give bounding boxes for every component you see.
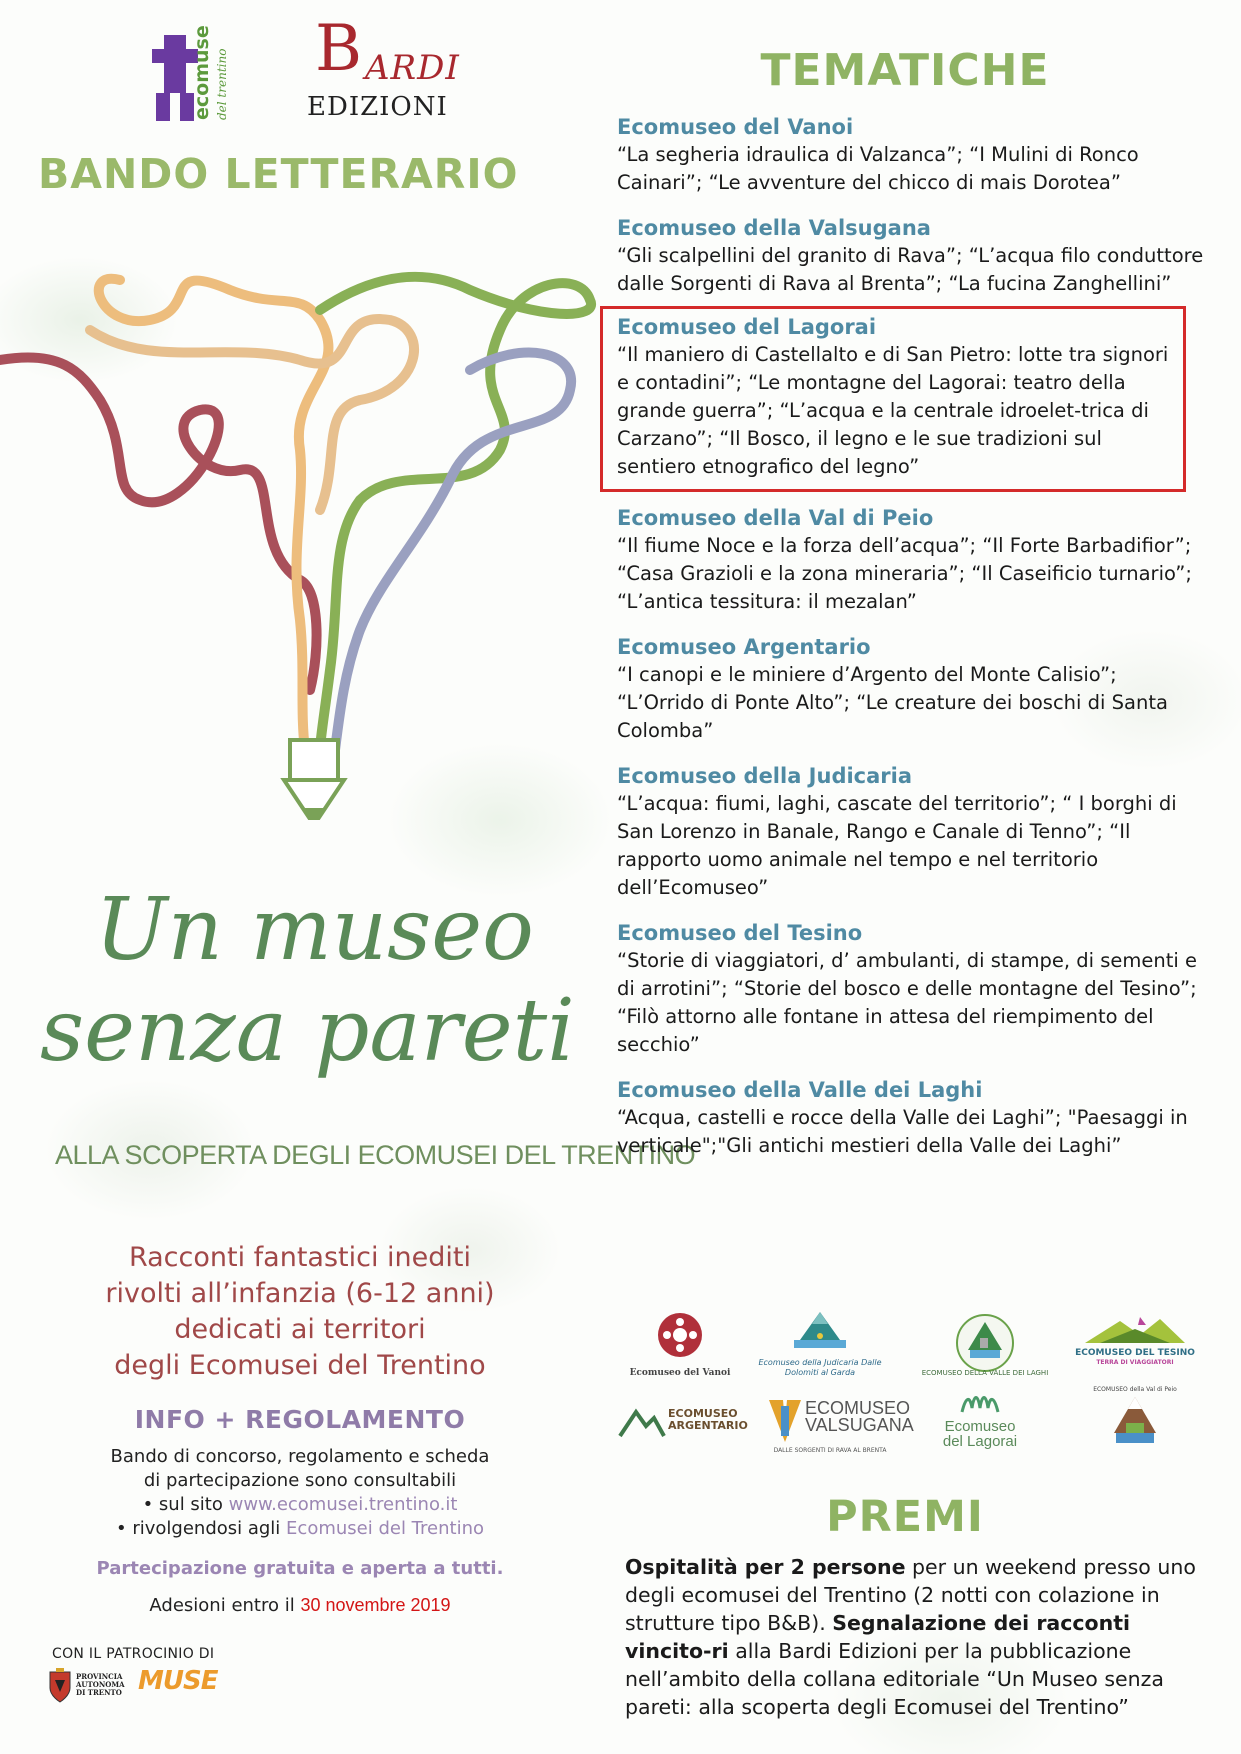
bando-title: BANDO LETTERARIO	[38, 150, 519, 198]
racconti-line3: dedicati ai territori	[174, 1314, 426, 1345]
partner-logos	[615, 1310, 1205, 1480]
entry-text: “La segheria idraulica di Valzanca”; “I Mulini di Ronco Cainari”; “Le avventure del chicco di mais Dorotea”	[617, 143, 1139, 194]
entry-text: “Acqua, castelli e rocce della Valle dei Laghi”; "Paesaggi in verticale";"Gli antichi mestieri della Valle dei Laghi”	[617, 1106, 1188, 1157]
valsugana-v-icon	[767, 1398, 803, 1444]
lagorai-wave-icon	[958, 1390, 1002, 1416]
racconti-line2: rivolti all’infanzia (6-12 anni)	[105, 1278, 495, 1309]
logo-argentario-text	[668, 1408, 748, 1432]
pencil-doodle-illustration	[0, 250, 600, 820]
entry-name: Ecomuseo della Valle dei Laghi	[617, 1078, 983, 1102]
adesioni-date: 30 novembre 2019	[300, 1595, 451, 1615]
entry-valle-dei-laghi	[617, 1076, 1207, 1160]
entry-tesino	[617, 919, 1207, 1059]
entry-vanoi	[617, 113, 1207, 197]
info-body	[60, 1445, 540, 1541]
logo-lagorai	[915, 1390, 1045, 1460]
premi-title: PREMI	[826, 1492, 984, 1542]
logo-vanoi	[615, 1310, 745, 1380]
logo-judicaria	[755, 1310, 885, 1380]
entry-name: Ecomuseo della Val di Peio	[617, 506, 934, 530]
ecomusei-wordmark: ecomusei	[191, 25, 213, 120]
racconti-line1: Racconti fantastici inediti	[128, 1242, 472, 1273]
tesino-mountain-icon	[1080, 1315, 1190, 1345]
adesioni-prefix: Adesioni entro il	[149, 1595, 301, 1616]
racconti-line4: degli Ecomusei del Trentino	[114, 1350, 486, 1381]
info-line3	[60, 1493, 540, 1517]
entry-name: Ecomuseo del Tesino	[617, 921, 863, 945]
ecomusei-logo	[150, 25, 255, 125]
premi-bold1: Ospitalità per 2 persone	[625, 1555, 906, 1579]
tematiche-list	[617, 113, 1207, 1177]
racconti-description	[60, 1240, 540, 1384]
bardi-edizioni-text: EDIZIONI	[307, 92, 448, 122]
logo-lagorai-line2: del Lagorai	[942, 1433, 1018, 1450]
provincia-line2: AUTONOMA	[76, 1680, 125, 1689]
tematiche-title: TEMATICHE	[760, 45, 1050, 96]
entry-lagorai-highlighted	[603, 309, 1183, 489]
entry-argentario	[617, 633, 1207, 745]
entry-name: Ecomuseo Argentario	[617, 635, 871, 659]
logo-valsugana-line2: VALSUGANA	[805, 1415, 914, 1435]
info-ecomusei-prefix: • rivolgendosi agli	[116, 1518, 287, 1539]
judicaria-mountain-icon	[790, 1310, 850, 1352]
logo-argentario-line1: ECOMUSEO	[668, 1407, 738, 1420]
logo-tesino-sub: TERRA DI VIAGGIATORI	[1096, 1359, 1174, 1366]
bardi-wordmark: ARDI	[365, 48, 460, 88]
info-site-prefix: • sul sito	[142, 1494, 229, 1515]
logo-valle-laghi	[920, 1310, 1050, 1380]
logo-lagorai-text	[915, 1419, 1045, 1449]
provincia-line1: PROVINCIA	[76, 1672, 123, 1681]
entry-val-di-peio	[617, 504, 1207, 616]
info-line2: di partecipazione sono consultabili	[143, 1470, 457, 1491]
entry-name: Ecomuseo del Vanoi	[617, 115, 854, 139]
logo-argentario	[610, 1398, 748, 1468]
logo-valsugana	[765, 1396, 914, 1466]
adesioni-deadline	[60, 1595, 540, 1616]
ecomusei-subtitle: del trentino	[215, 48, 229, 120]
entry-text: “Il maniero di Castellalto e di San Pietro: lotte tra signori e contadini”; “Le montagne del Lagorai: teatro della grande guerra”; “L’acqua e la centrale idroelet-trica di Carzano”; “Il Bosco, il legno e le sue tradizioni sul sentiero etnografico del legno”	[617, 343, 1169, 478]
logo-valsugana-line1: ECOMUSEO	[805, 1398, 911, 1418]
logo-vanoi-label: Ecomuseo del Vanoi	[629, 1368, 731, 1378]
logo-judicaria-label: Ecomuseo della Judicaria Dalle Dolomiti al Garda	[758, 1358, 882, 1377]
entry-text: “L’acqua: fiumi, laghi, cascate del territorio”; “ I borghi di San Lorenzo in Banale, Rango e Canale di Tenno”; “Il rapporto uomo animale nel tempo e nel territorio dell’Ecomuseo”	[617, 792, 1177, 899]
info-title: INFO + REGOLAMENTO	[134, 1405, 466, 1434]
info-line1: Bando di concorso, regolamento e scheda	[110, 1446, 490, 1467]
logo-valle-laghi-label: ECOMUSEO DELLA VALLE DEI LAGHI	[921, 1369, 1049, 1377]
entry-valsugana	[617, 214, 1207, 298]
main-title-line1: Un museo	[95, 880, 534, 980]
entry-name: Ecomuseo della Valsugana	[617, 216, 931, 240]
peio-mountain-icon	[1110, 1393, 1160, 1447]
info-line4	[60, 1517, 540, 1541]
partecipazione-text: Partecipazione gratuita e aperta a tutti.	[96, 1558, 504, 1579]
patrocinio-label: CON IL PATROCINIO DI	[52, 1646, 215, 1662]
main-subtitle: ALLA SCOPERTA DEGLI ECOMUSEI DEL TRENTINO	[55, 1140, 696, 1170]
logo-valsugana-sub: DALLE SORGENTI DI RAVA AL BRENTA	[773, 1447, 887, 1454]
valle-laghi-badge-icon	[952, 1310, 1018, 1376]
logo-tesino-label: ECOMUSEO DEL TESINO	[1075, 1348, 1195, 1358]
bardi-initial: B	[315, 12, 363, 86]
provincia-crest-icon	[48, 1668, 72, 1704]
logo-tesino	[1070, 1315, 1200, 1385]
argentario-mountain-icon	[618, 1404, 666, 1438]
premi-text1: per un weekend presso uno degli ecomusei del Trentino (2 notti con colazione in strutture tipo B&B).	[625, 1555, 1196, 1635]
site-link[interactable]: www.ecomusei.trentino.it	[228, 1494, 458, 1515]
muse-logo: MUSE	[138, 1666, 218, 1696]
entry-name: Ecomuseo della Judicaria	[617, 764, 913, 788]
logo-peio-label: ECOMUSEO della Val di Peio	[1093, 1386, 1177, 1393]
entry-name: Ecomuseo del Lagorai	[617, 315, 877, 339]
ecomusei-link: Ecomusei del Trentino	[286, 1518, 484, 1539]
logo-peio	[1070, 1386, 1200, 1456]
ecomusei-figure-icon	[150, 25, 255, 125]
provincia-trento-logo	[48, 1668, 128, 1708]
entry-text: “Il fiume Noce e la forza dell’acqua”; “Il Forte Barbadifior”; “Casa Grazioli e la zona mineraria”; “Il Caseificio turnario”; “L’antica tessitura: il mezalan”	[617, 534, 1192, 613]
bardi-edizioni-logo	[305, 12, 470, 125]
premi-body	[625, 1553, 1215, 1721]
entry-text: “Storie di viaggiatori, d’ ambulanti, di stampe, di sementi e di arrotini”; “Storie del bosco e delle montagne del Tesino”; “Filò attorno alle fontane in attesa del riempimento del secchio”	[617, 949, 1198, 1056]
entry-text: “Gli scalpellini del granito di Rava”; “L’acqua filo conduttore dalle Sorgenti di Rava al Brenta”; “La fucina Zanghellini”	[617, 244, 1204, 295]
premi-bold2: Segnalazione dei racconti vincito-ri	[625, 1611, 1131, 1663]
provincia-text	[76, 1673, 125, 1697]
provincia-line3: DI TRENTO	[76, 1688, 122, 1697]
entry-text: “I canopi e le miniere d’Argento del Monte Calisio”; “L’Orrido di Ponte Alto”; “Le creature dei boschi di Santa Colomba”	[617, 663, 1168, 742]
main-title	[40, 880, 620, 1083]
logo-argentario-line2: ARGENTARIO	[668, 1419, 748, 1432]
entry-judicaria	[617, 762, 1207, 902]
main-title-line2: senza pareti	[40, 981, 575, 1082]
premi-text2: alla Bardi Edizioni per la pubblicazione nell’ambito della collana editoriale “Un Museo senza pareti: alla scoperta degli Ecomusei del Trentino”	[625, 1639, 1164, 1719]
vanoi-flower-icon	[655, 1310, 705, 1360]
logo-lagorai-line1: Ecomuseo	[944, 1418, 1016, 1435]
logo-valsugana-text	[805, 1400, 914, 1434]
